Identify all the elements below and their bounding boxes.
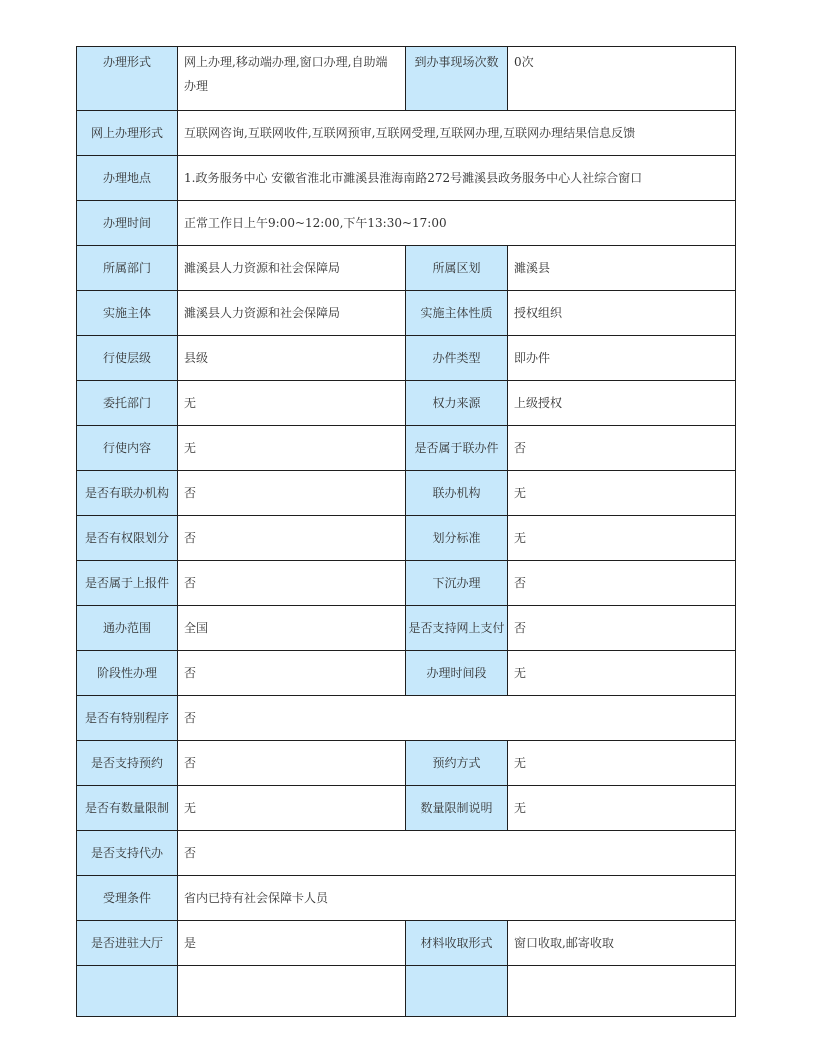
field-value-online-form: 互联网咨询,互联网收件,互联网预审,互联网受理,互联网办理,互联网办理结果信息反馈 — [178, 111, 736, 156]
table-row — [77, 696, 736, 741]
table-row — [77, 921, 736, 966]
field-value-time-slot: 无 — [508, 651, 736, 696]
field-value-proxy-handling: 否 — [178, 831, 736, 876]
table-row — [77, 561, 736, 606]
field-value-delegating-dept: 无 — [178, 381, 406, 426]
table-row — [77, 336, 736, 381]
field-value-power-source: 上级授权 — [508, 381, 736, 426]
field-value-quantity-limit: 无 — [178, 786, 406, 831]
field-value-implementer-nature: 授权组织 — [508, 291, 736, 336]
field-label-in-hall: 是否进驻大厅 — [77, 921, 178, 966]
field-label-implementer-nature: 实施主体性质 — [406, 291, 508, 336]
field-label-online-form: 网上办理形式 — [77, 111, 178, 156]
field-label-implementer: 实施主体 — [77, 291, 178, 336]
field-label-time-slot: 办理时间段 — [406, 651, 508, 696]
field-label-online-payment: 是否支持网上支付 — [406, 606, 508, 651]
field-label-material-collection: 材料收取形式 — [406, 921, 508, 966]
field-value-service-scope: 全国 — [178, 606, 406, 651]
field-label-delegating-dept: 委托部门 — [77, 381, 178, 426]
field-label-handling-form: 办理形式 — [77, 47, 178, 111]
field-label-sunk-handling: 下沉办理 — [406, 561, 508, 606]
table-row — [77, 201, 736, 246]
field-value-appointment: 否 — [178, 741, 406, 786]
field-value-in-hall: 是 — [178, 921, 406, 966]
field-value-sunk-handling: 否 — [508, 561, 736, 606]
table-row — [77, 111, 736, 156]
table-row — [77, 516, 736, 561]
table-row — [77, 47, 736, 111]
field-value-joint-org: 无 — [508, 471, 736, 516]
table-row — [77, 246, 736, 291]
field-value-division-standard: 无 — [508, 516, 736, 561]
field-value-has-joint-org: 否 — [178, 471, 406, 516]
field-value-hours: 正常工作日上午9:00~12:00,下午13:30~17:00 — [178, 201, 736, 246]
field-value-handling-form: 网上办理,移动端办理,窗口办理,自助端办理 — [178, 47, 406, 111]
field-value-empty — [508, 966, 736, 1017]
table-row — [77, 381, 736, 426]
field-label-power-source: 权力来源 — [406, 381, 508, 426]
table-row — [77, 876, 736, 921]
field-value-implementer: 濉溪县人力资源和社会保障局 — [178, 291, 406, 336]
field-value-department: 濉溪县人力资源和社会保障局 — [178, 246, 406, 291]
field-label-phased-handling: 阶段性办理 — [77, 651, 178, 696]
field-value-level: 县级 — [178, 336, 406, 381]
field-label-appointment: 是否支持预约 — [77, 741, 178, 786]
table-row — [77, 651, 736, 696]
field-label-quantity-limit-note: 数量限制说明 — [406, 786, 508, 831]
table-row — [77, 156, 736, 201]
field-label-proxy-handling: 是否支持代办 — [77, 831, 178, 876]
field-label-service-scope: 通办范围 — [77, 606, 178, 651]
field-value-special-procedure: 否 — [178, 696, 736, 741]
table-row — [77, 786, 736, 831]
field-label-location: 办理地点 — [77, 156, 178, 201]
field-value-has-authority-division: 否 — [178, 516, 406, 561]
field-value-empty — [178, 966, 406, 1017]
table-row — [77, 426, 736, 471]
field-value-online-payment: 否 — [508, 606, 736, 651]
field-label-onsite-visits: 到办事现场次数 — [406, 47, 508, 111]
field-value-phased-handling: 否 — [178, 651, 406, 696]
table-row — [77, 471, 736, 516]
field-value-quantity-limit-note: 无 — [508, 786, 736, 831]
field-label-has-joint-org: 是否有联办机构 — [77, 471, 178, 516]
field-label-region: 所属区划 — [406, 246, 508, 291]
field-label-empty — [406, 966, 508, 1017]
field-label-quantity-limit: 是否有数量限制 — [77, 786, 178, 831]
field-label-appointment-method: 预约方式 — [406, 741, 508, 786]
service-info-table — [76, 46, 736, 1017]
field-label-hours: 办理时间 — [77, 201, 178, 246]
field-label-has-authority-division: 是否有权限划分 — [77, 516, 178, 561]
field-label-empty — [77, 966, 178, 1017]
field-value-appointment-method: 无 — [508, 741, 736, 786]
table-row — [77, 966, 736, 1017]
field-label-joint-org: 联办机构 — [406, 471, 508, 516]
field-value-onsite-visits: 0次 — [508, 47, 736, 111]
field-label-department: 所属部门 — [77, 246, 178, 291]
field-label-case-type: 办件类型 — [406, 336, 508, 381]
table-row — [77, 831, 736, 876]
field-value-material-collection: 窗口收取,邮寄收取 — [508, 921, 736, 966]
field-label-level: 行使层级 — [77, 336, 178, 381]
field-value-location: 1.政务服务中心 安徽省淮北市濉溪县淮海南路272号濉溪县政务服务中心人社综合窗口 — [178, 156, 736, 201]
field-label-reported-case: 是否属于上报件 — [77, 561, 178, 606]
field-value-region: 濉溪县 — [508, 246, 736, 291]
table-row — [77, 291, 736, 336]
field-value-reported-case: 否 — [178, 561, 406, 606]
field-label-joint-case: 是否属于联办件 — [406, 426, 508, 471]
field-label-special-procedure: 是否有特别程序 — [77, 696, 178, 741]
field-value-case-type: 即办件 — [508, 336, 736, 381]
table-row — [77, 741, 736, 786]
field-value-acceptance-conditions: 省内已持有社会保障卡人员 — [178, 876, 736, 921]
field-value-exercise-content: 无 — [178, 426, 406, 471]
field-label-exercise-content: 行使内容 — [77, 426, 178, 471]
field-label-acceptance-conditions: 受理条件 — [77, 876, 178, 921]
field-label-division-standard: 划分标准 — [406, 516, 508, 561]
field-value-joint-case: 否 — [508, 426, 736, 471]
table-row — [77, 606, 736, 651]
